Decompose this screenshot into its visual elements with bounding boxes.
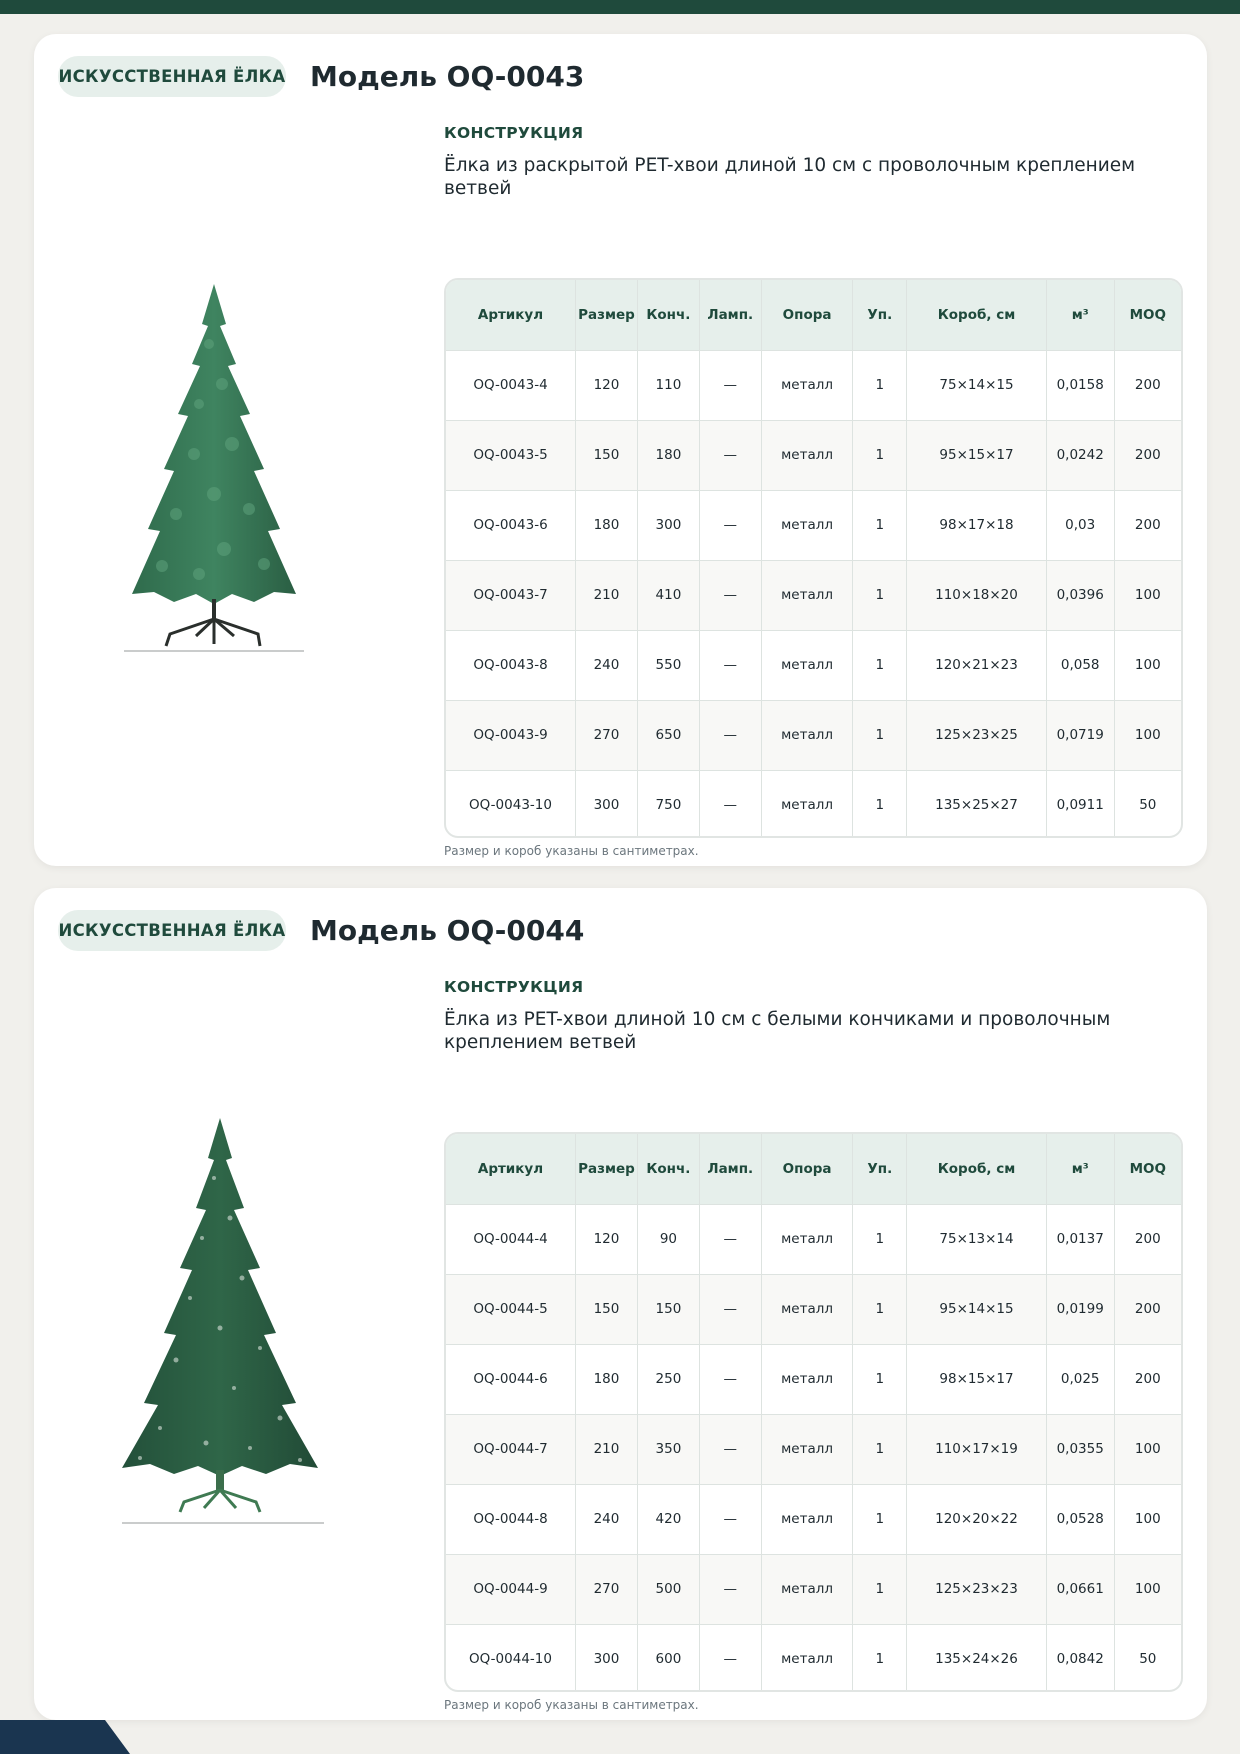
cell-pack: 1 — [853, 1204, 907, 1274]
table-row — [446, 350, 1181, 420]
specs-table-container — [444, 1132, 1183, 1692]
header-box: Короб, см — [907, 1134, 1047, 1204]
cell-box: 135×24×26 — [907, 1624, 1047, 1692]
cell-article: OQ-0044-5 — [446, 1274, 576, 1344]
cell-volume: 0,0199 — [1046, 1274, 1114, 1344]
cell-volume: 0,0842 — [1046, 1624, 1114, 1692]
cell-moq: 100 — [1114, 1554, 1181, 1624]
cell-lamps: — — [699, 420, 761, 490]
table-row — [446, 1204, 1181, 1274]
table-row — [446, 700, 1181, 770]
cell-size: 150 — [576, 420, 638, 490]
cell-stand: металл — [761, 350, 853, 420]
cell-moq: 200 — [1114, 420, 1181, 490]
header-moq: MOQ — [1114, 280, 1181, 350]
cell-box: 120×20×22 — [907, 1484, 1047, 1554]
header-lamps: Ламп. — [699, 280, 761, 350]
cell-article: OQ-0044-9 — [446, 1554, 576, 1624]
cell-stand: металл — [761, 1414, 853, 1484]
christmas-tree-icon — [114, 254, 314, 684]
cell-size: 120 — [576, 350, 638, 420]
product-card-oq-0043 — [34, 34, 1207, 866]
header-stand: Опора — [761, 280, 853, 350]
cell-article: OQ-0043-5 — [446, 420, 576, 490]
cell-volume: 0,0528 — [1046, 1484, 1114, 1554]
cell-lamps: — — [699, 1484, 761, 1554]
cell-stand: металл — [761, 1484, 853, 1554]
header-article: Артикул — [446, 1134, 576, 1204]
cell-article: OQ-0043-8 — [446, 630, 576, 700]
cell-tips: 350 — [637, 1414, 699, 1484]
cell-stand: металл — [761, 1554, 853, 1624]
cell-tips: 110 — [637, 350, 699, 420]
cell-article: OQ-0043-9 — [446, 700, 576, 770]
cell-lamps: — — [699, 1414, 761, 1484]
footnote: Размер и короб указаны в сантиметрах. — [444, 1698, 699, 1712]
cell-box: 120×21×23 — [907, 630, 1047, 700]
cell-pack: 1 — [853, 630, 907, 700]
cell-volume: 0,0719 — [1046, 700, 1114, 770]
cell-moq: 100 — [1114, 630, 1181, 700]
table-header-row — [446, 280, 1181, 350]
product-description: Ёлка из раскрытой PET-хвои длиной 10 см с проволочным креплением ветвей — [444, 155, 1136, 199]
cell-pack: 1 — [853, 700, 907, 770]
cell-stand: металл — [761, 1344, 853, 1414]
cell-lamps: — — [699, 350, 761, 420]
cell-size: 300 — [576, 1624, 638, 1692]
cell-lamps: — — [699, 1274, 761, 1344]
specs-table — [446, 280, 1181, 838]
cell-stand: металл — [761, 700, 853, 770]
cell-tips: 250 — [637, 1344, 699, 1414]
header-article: Артикул — [446, 280, 576, 350]
section-label: КОНСТРУКЦИЯ — [444, 978, 584, 996]
cell-lamps: — — [699, 560, 761, 630]
cell-volume: 0,03 — [1046, 490, 1114, 560]
cell-pack: 1 — [853, 420, 907, 490]
cell-size: 180 — [576, 490, 638, 560]
cell-tips: 300 — [637, 490, 699, 560]
cell-moq: 100 — [1114, 1484, 1181, 1554]
cell-lamps: — — [699, 630, 761, 700]
footnote: Размер и короб указаны в сантиметрах. — [444, 844, 699, 858]
header-size: Размер — [576, 1134, 638, 1204]
cell-article: OQ-0044-8 — [446, 1484, 576, 1554]
cell-article: OQ-0043-4 — [446, 350, 576, 420]
header-stand: Опора — [761, 1134, 853, 1204]
cell-box: 110×18×20 — [907, 560, 1047, 630]
corner-decoration — [0, 1720, 130, 1754]
cell-box: 75×13×14 — [907, 1204, 1047, 1274]
header-volume: м³ — [1046, 280, 1114, 350]
table-row — [446, 770, 1181, 838]
cell-volume: 0,025 — [1046, 1344, 1114, 1414]
table-body — [446, 350, 1181, 838]
cell-box: 95×15×17 — [907, 420, 1047, 490]
cell-volume: 0,0661 — [1046, 1554, 1114, 1624]
header-moq: MOQ — [1114, 1134, 1181, 1204]
table-header-row — [446, 1134, 1181, 1204]
cell-pack: 1 — [853, 350, 907, 420]
cell-size: 300 — [576, 770, 638, 838]
cell-pack: 1 — [853, 1624, 907, 1692]
cell-moq: 200 — [1114, 350, 1181, 420]
cell-volume: 0,0137 — [1046, 1204, 1114, 1274]
cell-moq: 100 — [1114, 1414, 1181, 1484]
cell-box: 125×23×23 — [907, 1554, 1047, 1624]
cell-size: 210 — [576, 1414, 638, 1484]
cell-size: 120 — [576, 1204, 638, 1274]
cell-stand: металл — [761, 560, 853, 630]
table-body — [446, 1204, 1181, 1692]
specs-table — [446, 1134, 1181, 1692]
cell-volume: 0,0158 — [1046, 350, 1114, 420]
cell-lamps: — — [699, 700, 761, 770]
cell-tips: 180 — [637, 420, 699, 490]
cell-size: 240 — [576, 630, 638, 700]
cell-moq: 200 — [1114, 1204, 1181, 1274]
cell-stand: металл — [761, 490, 853, 560]
cell-pack: 1 — [853, 1274, 907, 1344]
cell-volume: 0,0242 — [1046, 420, 1114, 490]
cell-size: 270 — [576, 1554, 638, 1624]
cell-lamps: — — [699, 1204, 761, 1274]
product-title: Модель OQ-0043 — [310, 60, 585, 93]
cell-moq: 100 — [1114, 560, 1181, 630]
category-badge: ИСКУССТВЕННАЯ ЁЛКА — [58, 56, 286, 97]
cell-pack: 1 — [853, 770, 907, 838]
christmas-tree-icon — [110, 1098, 330, 1528]
cell-lamps: — — [699, 1624, 761, 1692]
cell-lamps: — — [699, 770, 761, 838]
cell-moq: 200 — [1114, 1274, 1181, 1344]
header-tips: Конч. — [637, 280, 699, 350]
cell-pack: 1 — [853, 1414, 907, 1484]
cell-moq: 200 — [1114, 490, 1181, 560]
cell-box: 98×17×18 — [907, 490, 1047, 560]
cell-volume: 0,058 — [1046, 630, 1114, 700]
product-card-oq-0044 — [34, 888, 1207, 1720]
specs-table-container — [444, 278, 1183, 838]
cell-size: 270 — [576, 700, 638, 770]
cell-tips: 90 — [637, 1204, 699, 1274]
top-accent-bar — [0, 0, 1240, 14]
cell-box: 95×14×15 — [907, 1274, 1047, 1344]
cell-pack: 1 — [853, 1344, 907, 1414]
cell-pack: 1 — [853, 1484, 907, 1554]
cell-article: OQ-0043-7 — [446, 560, 576, 630]
header-size: Размер — [576, 280, 638, 350]
table-row — [446, 1554, 1181, 1624]
cell-tips: 420 — [637, 1484, 699, 1554]
cell-size: 240 — [576, 1484, 638, 1554]
cell-tips: 550 — [637, 630, 699, 700]
cell-lamps: — — [699, 1344, 761, 1414]
cell-stand: металл — [761, 1274, 853, 1344]
cell-tips: 150 — [637, 1274, 699, 1344]
header-pack: Уп. — [853, 280, 907, 350]
header-tips: Конч. — [637, 1134, 699, 1204]
cell-lamps: — — [699, 490, 761, 560]
section-label: КОНСТРУКЦИЯ — [444, 124, 584, 142]
cell-stand: металл — [761, 770, 853, 838]
table-row — [446, 1344, 1181, 1414]
cell-stand: металл — [761, 420, 853, 490]
cell-stand: металл — [761, 1624, 853, 1692]
product-description: Ёлка из PET-хвои длиной 10 см с белыми кончиками и проволочным креплением ветвей — [444, 1009, 1111, 1053]
cell-moq: 200 — [1114, 1344, 1181, 1414]
cell-box: 75×14×15 — [907, 350, 1047, 420]
cell-size: 210 — [576, 560, 638, 630]
cell-lamps: — — [699, 1554, 761, 1624]
cell-tips: 650 — [637, 700, 699, 770]
cell-tips: 500 — [637, 1554, 699, 1624]
cell-volume: 0,0396 — [1046, 560, 1114, 630]
cell-tips: 410 — [637, 560, 699, 630]
cell-pack: 1 — [853, 560, 907, 630]
table-row — [446, 490, 1181, 560]
cell-pack: 1 — [853, 1554, 907, 1624]
cell-moq: 50 — [1114, 770, 1181, 838]
header-box: Короб, см — [907, 280, 1047, 350]
cell-pack: 1 — [853, 490, 907, 560]
cell-moq: 50 — [1114, 1624, 1181, 1692]
cell-box: 110×17×19 — [907, 1414, 1047, 1484]
category-badge: ИСКУССТВЕННАЯ ЁЛКА — [58, 910, 286, 951]
cell-size: 180 — [576, 1344, 638, 1414]
header-pack: Уп. — [853, 1134, 907, 1204]
table-row — [446, 1624, 1181, 1692]
cell-volume: 0,0911 — [1046, 770, 1114, 838]
cell-tips: 750 — [637, 770, 699, 838]
cell-box: 98×15×17 — [907, 1344, 1047, 1414]
header-lamps: Ламп. — [699, 1134, 761, 1204]
cell-tips: 600 — [637, 1624, 699, 1692]
cell-stand: металл — [761, 1204, 853, 1274]
cell-stand: металл — [761, 630, 853, 700]
table-row — [446, 1414, 1181, 1484]
table-row — [446, 1484, 1181, 1554]
cell-article: OQ-0043-6 — [446, 490, 576, 560]
header-volume: м³ — [1046, 1134, 1114, 1204]
cell-volume: 0,0355 — [1046, 1414, 1114, 1484]
cell-box: 125×23×25 — [907, 700, 1047, 770]
table-row — [446, 420, 1181, 490]
cell-article: OQ-0043-10 — [446, 770, 576, 838]
table-row — [446, 560, 1181, 630]
cell-article: OQ-0044-6 — [446, 1344, 576, 1414]
cell-article: OQ-0044-7 — [446, 1414, 576, 1484]
cell-box: 135×25×27 — [907, 770, 1047, 838]
cell-article: OQ-0044-10 — [446, 1624, 576, 1692]
cell-moq: 100 — [1114, 700, 1181, 770]
cell-size: 150 — [576, 1274, 638, 1344]
table-row — [446, 1274, 1181, 1344]
table-row — [446, 630, 1181, 700]
cell-article: OQ-0044-4 — [446, 1204, 576, 1274]
product-title: Модель OQ-0044 — [310, 914, 585, 947]
